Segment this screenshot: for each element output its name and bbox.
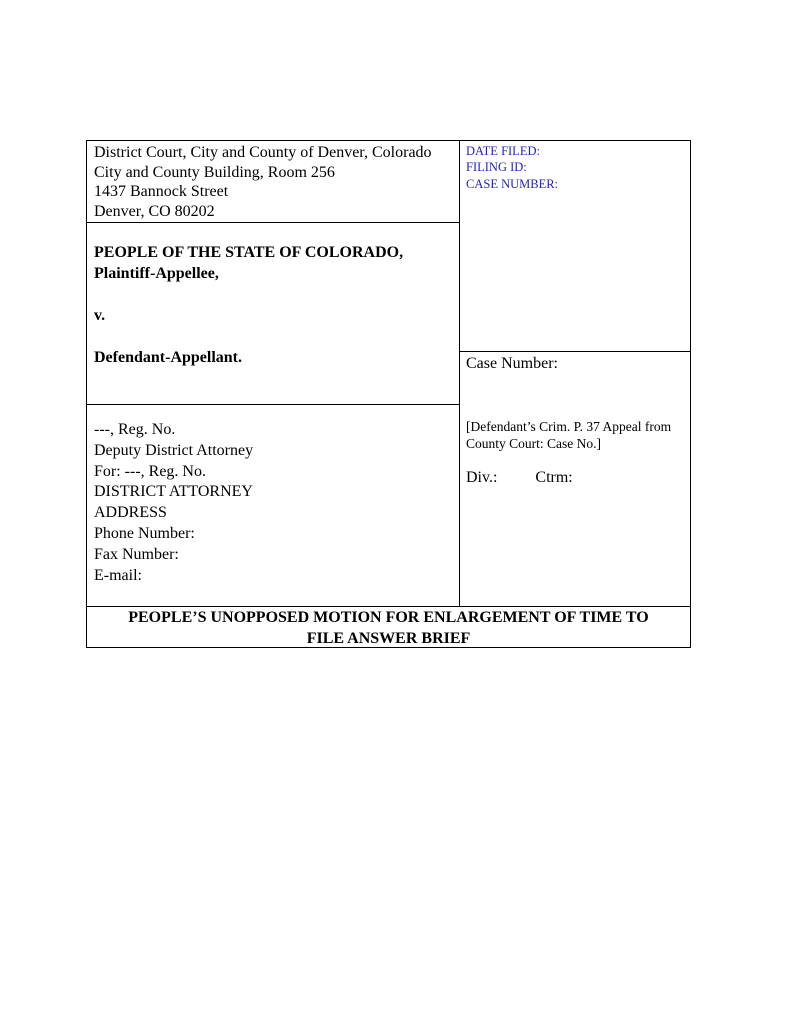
court-city: Denver, CO 80202 [94,203,215,221]
attorney-reg: ---, Reg. No. [94,421,176,438]
attorney-fax: Fax Number: [94,545,179,563]
attorney-address: ADDRESS [94,504,167,522]
row-divider-court [87,222,459,223]
filing-stamp [466,143,558,192]
date-filed-label: DATE FILED: [466,144,540,158]
plaintiff-role: Plaintiff-Appellee, [94,265,219,282]
attorney-email: E-mail: [94,566,142,584]
column-divider [459,141,460,606]
attorney-phone: Phone Number: [94,524,195,542]
case-number-box [466,354,691,488]
versus-label: v. [94,307,106,324]
attorney-title: Deputy District Attorney [94,441,254,459]
document-title-line2: FILE ANSWER BRIEF [306,630,471,647]
row-divider-parties [87,404,459,405]
division-label: Div.: [466,469,498,486]
caption-table [86,140,691,648]
courtroom-label: Ctrm: [535,469,573,486]
document-title-line1: PEOPLE’S UNOPPOSED MOTION FOR ENLARGEMENT OF TIME TO [128,609,649,626]
defendant-role: Defendant-Appellant. [94,349,243,366]
court-street: 1437 Bannock Street [94,183,229,201]
plaintiff-name: PEOPLE OF THE STATE OF COLORADO, [94,244,404,261]
attorney-block [94,420,253,586]
court-info [94,143,432,222]
court-building: City and County Building, Room 256 [94,163,335,181]
division-courtroom-row [466,468,691,488]
court-name: District Court, City and County of Denver, Colorado [94,144,432,161]
appeal-note: [Defendant’s Crim. P. 37 Appeal from County Court: Case No.] [466,419,672,451]
attorney-office: DISTRICT ATTORNEY [94,483,253,501]
filing-id-label: FILING ID: [466,160,527,175]
attorney-for: For: ---, Reg. No. [94,462,206,480]
document-title [87,606,690,649]
case-number-stamp-label: CASE NUMBER: [466,176,559,191]
row-divider-filing [459,351,690,352]
parties-block [94,242,403,368]
case-number-label: Case Number: [466,355,558,372]
